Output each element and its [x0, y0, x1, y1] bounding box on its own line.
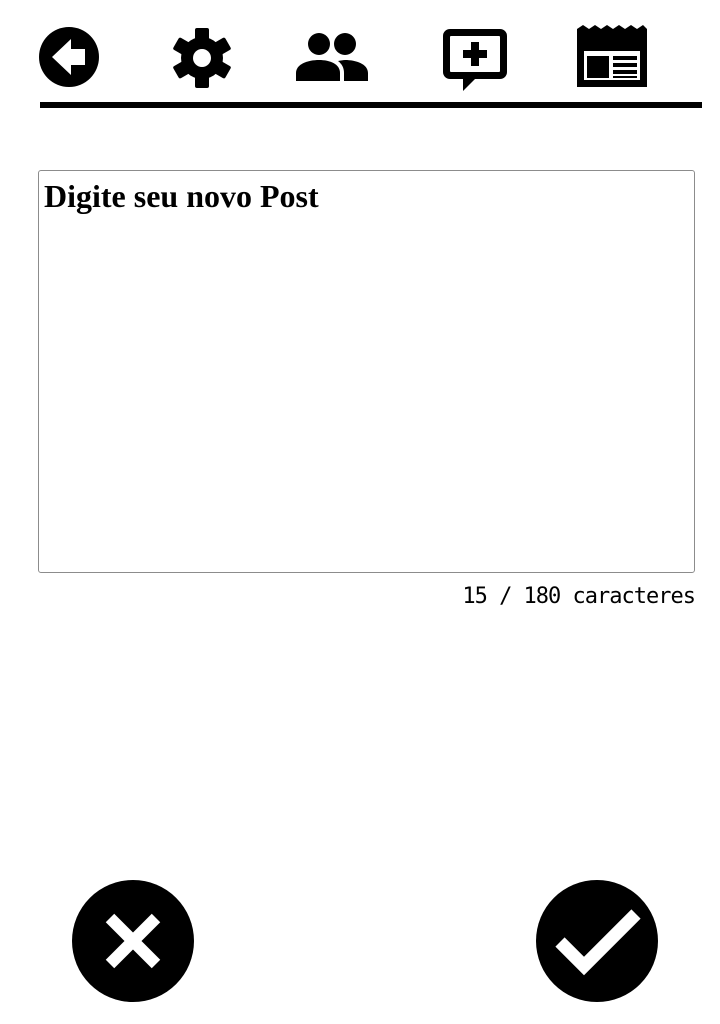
confirm-button[interactable] [536, 880, 658, 1002]
back-arrow-icon [38, 26, 100, 88]
gear-icon [171, 28, 233, 88]
cancel-button[interactable] [72, 880, 194, 1002]
news-feed-button[interactable] [575, 25, 649, 89]
newspaper-icon [575, 25, 649, 89]
settings-button[interactable] [171, 28, 233, 88]
toolbar-divider [40, 102, 702, 108]
post-input[interactable] [39, 171, 694, 572]
checkmark-icon [536, 880, 658, 1002]
add-comment-icon [441, 27, 509, 93]
post-editor[interactable] [38, 170, 695, 573]
people-icon [294, 33, 370, 83]
new-post-button[interactable] [441, 27, 509, 93]
friends-button[interactable] [294, 33, 370, 83]
character-counter: 15 / 180 caracteres [462, 584, 695, 609]
back-button[interactable] [38, 26, 100, 88]
close-icon [72, 880, 194, 1002]
